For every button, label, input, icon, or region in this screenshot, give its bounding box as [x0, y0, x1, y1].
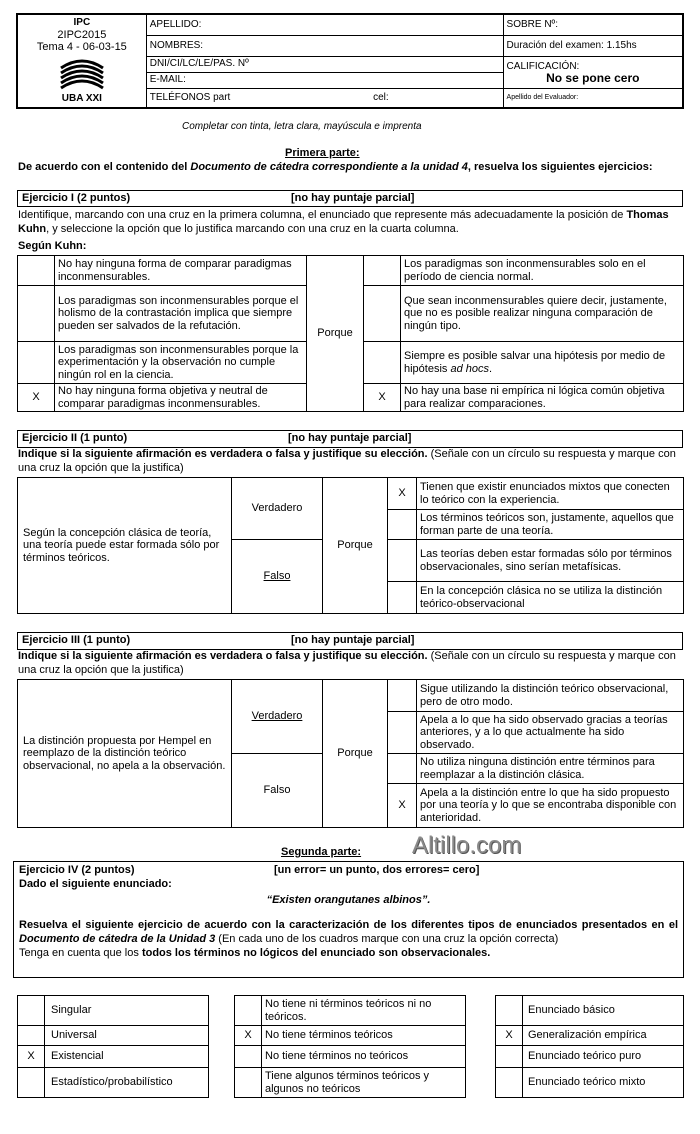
ex1-right-text-2-italic: ad hocs: [450, 362, 490, 375]
ex2-mark-3[interactable]: [388, 582, 417, 614]
ex4-t1-opt-3: Estadístico/probabilístico: [45, 1068, 209, 1098]
duracion-label: Duración del examen: 1.15hs: [503, 35, 683, 56]
ex3-porque: Porque: [323, 680, 388, 828]
ex2-instruction: [18, 448, 684, 476]
telefonos-label: TELÉFONOS part: [149, 92, 231, 103]
calificacion-cell: [503, 56, 683, 88]
ex2-option-1: Los términos teóricos son, justamente, aquellos que forman parte de una teoría.: [417, 510, 684, 540]
ex1-title-box: [17, 190, 683, 207]
ex4-t2-opt-0: No tiene ni términos teóricos ni no teóricos.: [262, 996, 466, 1026]
ex4-t1-mark-2[interactable]: X: [18, 1046, 45, 1068]
ex2-statement: Según la concepción clásica de teoría, una teoría puede estar formada sólo por términos teóricos.: [18, 478, 232, 614]
fill-instruction: Completar con tinta, letra clara, mayúscula e imprenta: [182, 121, 422, 132]
ex4-t1-opt-0: Singular: [45, 996, 209, 1026]
ex4-note: [19, 947, 678, 961]
ex4-statement: “Existen orangutanes albinos”.: [266, 893, 431, 906]
logo-text: UBA XXI: [61, 93, 102, 105]
part1-intro-a: De acuerdo con el contenido del: [18, 161, 191, 173]
ex1-instruction: [18, 208, 684, 237]
uba-logo-icon: [57, 58, 107, 94]
ex1-right-text-2-a: Siempre es posible salvar una hipótesis por medio de hipótesis: [404, 349, 666, 375]
ex4-t3-opt-2: Enunciado teórico puro: [523, 1046, 684, 1068]
ex2-scoring: [no hay puntaje parcial]: [288, 432, 412, 444]
ex1-right-text-2-end: .: [489, 362, 493, 375]
ex3-mark-1[interactable]: [388, 712, 417, 754]
ex4-note-b: todos los términos no lógicos del enunciado son observacionales.: [141, 946, 491, 959]
ex2-porque: Porque: [323, 478, 388, 614]
ex4-box: [13, 861, 684, 978]
ex4-t1-opt-2: Existencial: [45, 1046, 209, 1068]
ex1-segun-text: Según Kuhn: [18, 240, 83, 252]
apellido-field[interactable]: APELLIDO:: [146, 14, 503, 35]
ex1-scoring: [no hay puntaje parcial]: [291, 192, 415, 204]
ex4-instr-doc: Documento de cátedra de la Unidad 3: [19, 933, 216, 945]
part1-title: Primera parte:: [285, 147, 360, 159]
ex3-mark-3[interactable]: X: [388, 784, 417, 828]
ex4-t1-opt-1: Universal: [45, 1026, 209, 1046]
ex2-option-3: En la concepción clásica no se utiliza la distinción teórico-observacional: [417, 582, 684, 614]
ex4-t2-opt-1: No tiene términos teóricos: [262, 1026, 466, 1046]
part1-intro: [18, 161, 683, 174]
ex2-falso[interactable]: Falso: [232, 540, 323, 614]
ex4-t2-mark-1[interactable]: X: [235, 1026, 262, 1046]
telefonos-field[interactable]: [146, 88, 503, 108]
ex1-left-text-0: No hay ninguna forma de comparar paradigmas inconmensurables.: [55, 256, 307, 286]
calificacion-value: No se pone cero: [546, 71, 640, 85]
ex3-title: Ejercicio III (1 punto): [22, 634, 131, 646]
ex1-right-mark-1[interactable]: [364, 286, 401, 342]
part1-intro-doc: Documento de cátedra correspondiente a la unidad 4: [190, 161, 468, 173]
ex2-mark-0[interactable]: X: [388, 478, 417, 510]
part1-intro-b: , resuelva los siguientes ejercicios:: [467, 161, 653, 173]
tema-label: Tema 4 - 06-03-15: [36, 41, 127, 54]
ex4-t2-mark-3[interactable]: [235, 1068, 262, 1098]
ex1-right-text-3: No hay una base ni empírica ni lógica común objetiva para realizar comparaciones.: [401, 384, 684, 412]
ex4-t1-mark-3[interactable]: [18, 1068, 45, 1098]
ex1-left-mark-3[interactable]: X: [18, 384, 55, 412]
ex2-verdadero[interactable]: Verdadero: [232, 478, 323, 540]
header-table: [16, 13, 684, 109]
ex1-left-text-1: Los paradigmas son inconmensurables porque el holismo de la contrastación implica que siempre pueden ser salvados de la refutación.: [55, 286, 307, 342]
ex1-left-mark-1[interactable]: [18, 286, 55, 342]
ex1-instr-b: , y seleccione la opción que lo justifica marcando con una cruz en la cuarta columna.: [46, 223, 459, 236]
ex2-table: [17, 477, 684, 614]
ex1-left-mark-2[interactable]: [18, 342, 55, 384]
calificacion-label: CALIFICACIÓN:: [506, 60, 580, 72]
ex4-note-a: Tenga en cuenta que los: [19, 946, 142, 959]
cel-label: cel:: [373, 92, 389, 103]
dni-field[interactable]: DNI/CI/LC/LE/PAS. Nº: [146, 56, 503, 72]
ex2-title-box: [17, 430, 683, 448]
sobre-field[interactable]: SOBRE Nº:: [503, 14, 683, 35]
ex3-option-0: Sigue utilizando la distinción teórico observacional, pero de otro modo.: [417, 680, 684, 712]
ex4-t3-opt-1: Generalización empírica: [523, 1026, 684, 1046]
ex4-t3-mark-0[interactable]: [496, 996, 523, 1026]
ex1-title: Ejercicio I (2 puntos): [22, 192, 131, 204]
ex4-scoring: [un error= un punto, dos errores= cero]: [274, 864, 480, 876]
course-cell: [17, 14, 146, 108]
ex3-table: [17, 679, 684, 828]
ex3-mark-2[interactable]: [388, 754, 417, 784]
ex3-option-1: Apela a lo que ha sido observado gracias a teorías anteriores, y a lo que actualmente ha sido observado.: [417, 712, 684, 754]
ex1-right-text-0: Los paradigmas son inconmensurables solo en el período de ciencia normal.: [401, 256, 684, 286]
ex4-t3-mark-2[interactable]: [496, 1046, 523, 1068]
ex1-instr-a: Identifique, marcando con una cruz en la primera columna, el enunciado que represente más adecuadamente la posición de: [18, 209, 627, 221]
ex4-instr-rest: (En cada uno de los cuadros marque con una cruz la opción correcta): [215, 933, 559, 945]
ex3-statement: La distinción propuesta por Hempel en reemplazo de la distinción teórico observacional, no apela a la observación.: [18, 680, 232, 828]
ex4-t2-opt-2: No tiene términos no teóricos: [262, 1046, 466, 1068]
ex1-left-text-2: Los paradigmas son inconmensurables porque la experimentación y la observación no cumple ningún rol en la ciencia.: [55, 342, 307, 384]
ex2-mark-1[interactable]: [388, 510, 417, 540]
nombres-field[interactable]: NOMBRES:: [146, 35, 503, 56]
ex4-t1-mark-1[interactable]: [18, 1026, 45, 1046]
ex1-left-text-3: No hay ninguna forma objetiva y neutral de comparar paradigmas inconmensurables.: [55, 384, 307, 412]
ex3-instr-bold: Indique si la siguiente afirmación es verdadera o falsa y justifique su elección.: [18, 650, 428, 662]
course-code: IPC: [73, 17, 91, 28]
ex1-right-mark-3[interactable]: X: [364, 384, 401, 412]
ex1-segun: Según Kuhn:: [18, 240, 87, 252]
ex4-title: Ejercicio IV (2 puntos): [19, 864, 135, 876]
ex4-t2-opt-3: Tiene algunos términos teóricos y algunos no teóricos: [262, 1068, 466, 1098]
ex3-instruction: [18, 650, 684, 678]
ex4-table-3: [495, 995, 684, 1098]
ex4-table-1: [17, 995, 209, 1098]
ex2-option-0: Tienen que existir enunciados mixtos que conecten lo teórico con la experiencia.: [417, 478, 684, 510]
ex3-option-2: No utiliza ninguna distinción entre términos para reemplazar a la distinción clásica.: [417, 754, 684, 784]
ex4-t2-mark-0[interactable]: [235, 996, 262, 1026]
ex4-given: Dado el siguiente enunciado:: [19, 877, 172, 890]
course-id: 2IPC2015: [57, 28, 107, 41]
ex3-mark-0[interactable]: [388, 680, 417, 712]
part2-title: Segunda parte:: [281, 846, 362, 858]
ex3-option-3: Apela a la distinción entre lo que ha sido propuesto por una teoría y lo que se encontraba disponible con anterioridad.: [417, 784, 684, 828]
ex4-t1-mark-0[interactable]: [18, 996, 45, 1026]
ex4-t3-opt-0: Enunciado básico: [523, 996, 684, 1026]
ex3-instr-rest: (Señale con un círculo su respuesta y marque con una cruz la opción que la justifica): [18, 650, 676, 676]
ex4-t3-opt-3: Enunciado teórico mixto: [523, 1068, 684, 1098]
ex1-porque: Porque: [307, 256, 364, 412]
ex1-right-text-2: [401, 342, 684, 384]
ex1-instr-name: Thomas Kuhn: [18, 209, 669, 236]
ex2-option-2: Las teorías deben estar formadas sólo por términos observacionales, sino serían metafísicas.: [417, 540, 684, 582]
evaluador-field[interactable]: Apellido del Evaluador:: [503, 88, 683, 108]
ex3-verdadero[interactable]: Verdadero: [232, 680, 323, 754]
ex4-instruction: [19, 919, 678, 947]
ex1-table: [17, 255, 684, 412]
ex4-t3-mark-3[interactable]: [496, 1068, 523, 1098]
ex1-right-mark-0[interactable]: [364, 256, 401, 286]
altillo-watermark: Altillo.com: [412, 832, 522, 859]
ex2-instr-bold: Indique si la siguiente afirmación es verdadera o falsa y justifique su elección.: [18, 448, 428, 460]
ex1-right-text-1: Que sean inconmensurables quiere decir, justamente, que no es posible realizar ninguna comparación de ningún tipo.: [401, 286, 684, 342]
ex2-mark-2[interactable]: [388, 540, 417, 582]
email-field[interactable]: E-MAIL:: [146, 72, 503, 88]
ex2-instr-rest: (Señale con un círculo su respuesta y marque con una cruz la opción que la justifica): [18, 448, 676, 474]
ex3-title-box: [17, 632, 683, 650]
ex1-left-mark-0[interactable]: [18, 256, 55, 286]
ex2-title: Ejercicio II (1 punto): [22, 432, 128, 444]
ex4-t3-mark-1[interactable]: X: [496, 1026, 523, 1046]
ex3-falso[interactable]: Falso: [232, 754, 323, 828]
ex4-t2-mark-2[interactable]: [235, 1046, 262, 1068]
ex4-instr-bold: Resuelva el siguiente ejercicio de acuerdo con la caracterización de los diferentes tipos de enunciados presentados en el: [19, 919, 678, 932]
ex4-table-2: [234, 995, 466, 1098]
ex1-right-mark-2[interactable]: [364, 342, 401, 384]
ex3-scoring: [no hay puntaje parcial]: [291, 634, 415, 646]
